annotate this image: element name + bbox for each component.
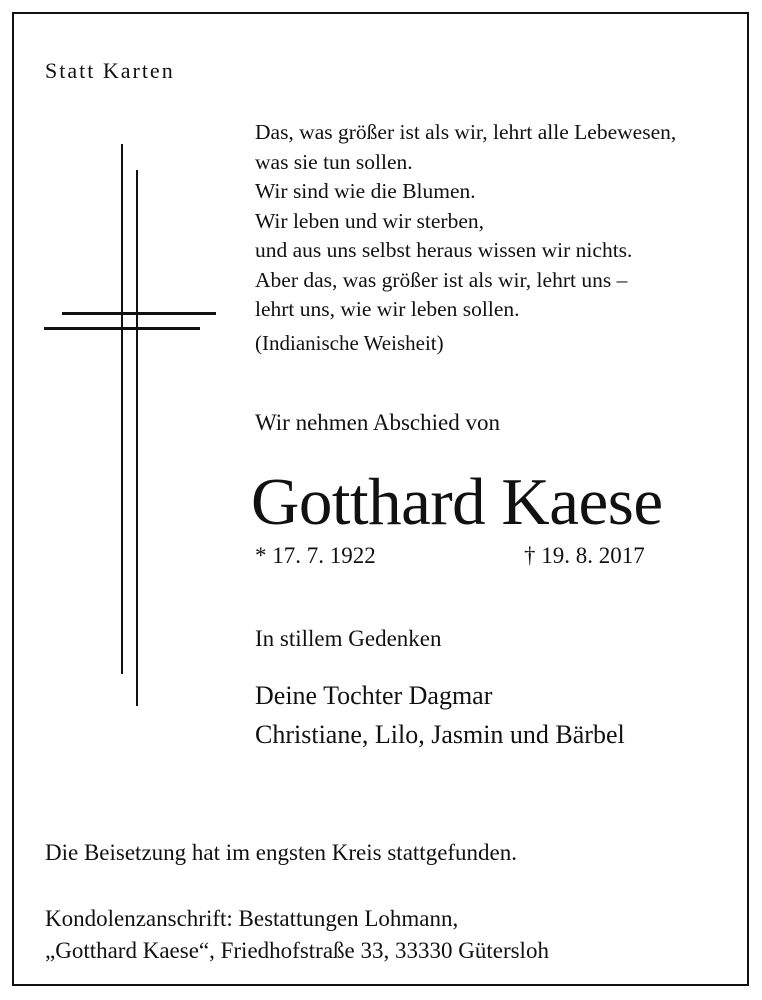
poem-line: und aus uns selbst heraus wissen wir nichts.	[255, 238, 633, 262]
poem-line: Wir sind wie die Blumen.	[255, 179, 476, 203]
notice-header: Statt Karten	[45, 58, 175, 83]
cross-icon	[40, 140, 230, 710]
poem-line: lehrt uns, wie wir leben sollen.	[255, 297, 520, 321]
mourners-list	[255, 676, 625, 754]
poem-source: (Indianische Weisheit)	[255, 331, 444, 355]
farewell-intro: Wir nehmen Abschied von	[255, 410, 500, 435]
poem-line: Aber das, was größer ist als wir, lehrt uns –	[255, 267, 628, 292]
memorial-intro: In stillem Gedenken	[255, 626, 442, 651]
mourner-line: Christiane, Lilo, Jasmin und Bärbel	[255, 720, 625, 749]
condolence-line: Kondolenzanschrift: Bestattungen Lohmann,	[45, 906, 459, 931]
poem-line: Das, was größer ist als wir, lehrt alle Lebewesen,	[255, 120, 677, 144]
poem-line: Wir leben und wir sterben,	[255, 208, 484, 233]
condolence-address	[45, 903, 549, 967]
mourner-line: Deine Tochter Dagmar	[255, 681, 493, 710]
condolence-line: „Gotthard Kaese“, Friedhofstraße 33, 33330 Gütersloh	[45, 938, 549, 963]
birth-date: * 17. 7. 1922	[255, 543, 376, 568]
poem-line: was sie tun sollen.	[255, 149, 413, 174]
death-date: † 19. 8. 2017	[524, 543, 645, 568]
deceased-name: Gotthard Kaese	[251, 465, 663, 539]
burial-note: Die Beisetzung hat im engsten Kreis stattgefunden.	[45, 840, 518, 865]
poem	[255, 118, 676, 325]
